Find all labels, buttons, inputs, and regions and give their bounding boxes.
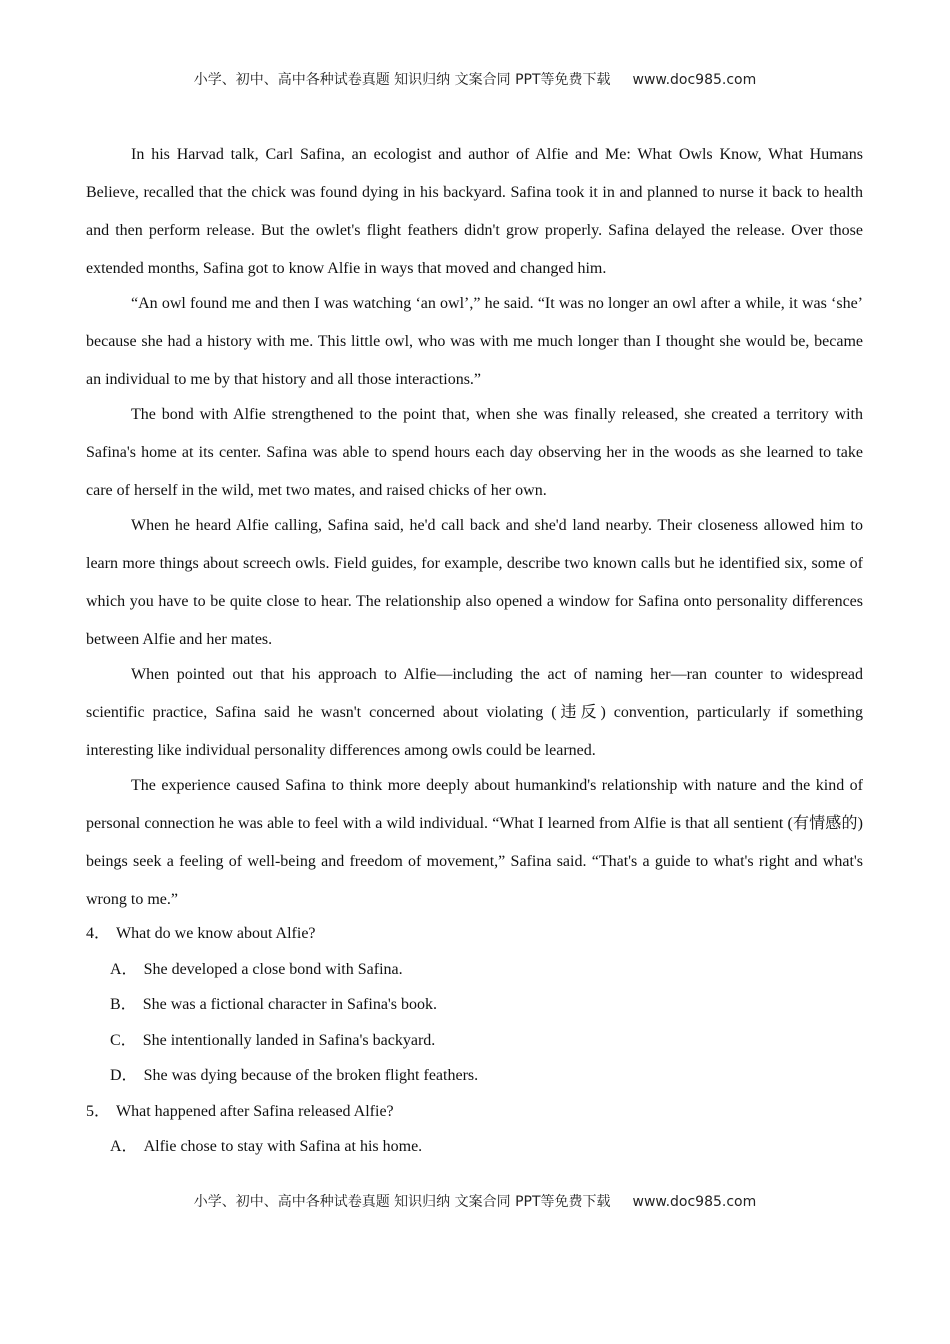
page-header: [0, 69, 950, 89]
question-5-option-a: [86, 1129, 863, 1165]
passage-paragraph-5: When pointed out that his approach to Alfie—including the act of naming her—ran counter to widespread scientific practice, Safina said he wasn't concerned about violating (违反) convention, particularly if something interesting like individual personality differences among owls could be learned.: [86, 666, 863, 759]
footer-site-link[interactable]: www.doc985.com: [632, 1194, 757, 1210]
question-block-4: [86, 916, 863, 1094]
question-number: 5．: [86, 1102, 111, 1120]
question-number: 4．: [86, 925, 111, 942]
option-letter: A．: [110, 1138, 138, 1155]
document-body: [86, 136, 863, 1165]
question-4-option-d: [86, 1058, 863, 1094]
reading-passage: [86, 136, 863, 919]
question-text: What happened after Safina released Alfie?: [116, 1102, 394, 1120]
passage-paragraph-4: When he heard Alfie calling, Safina said, he'd call back and she'd land nearby. Their closeness allowed him to learn more things about screech owls. Field guides, for example, describe two known calls but he identified six, some of which you have to be quite close to hear. The relationship also opened a window for Safina onto personality differences between Alfie and her mates.: [86, 517, 863, 648]
question-block-5: [86, 1094, 863, 1165]
question-4-option-b: [86, 987, 863, 1023]
passage-paragraph-2: “An owl found me and then I was watching ‘an owl’,” he said. “It was no longer an owl after a while, it was ‘she’ because she had a history with me. This little owl, who was with me much longer than I thought she would be, became an individual to me by that history and all those interactions.”: [86, 295, 863, 388]
option-letter: A．: [110, 960, 138, 978]
passage-paragraph-3: The bond with Alfie strengthened to the point that, when she was finally released, she created a territory with Safina's home at its center. Safina was able to spend hours each day observing her in the woods as she learned to take care of herself in the wild, met two mates, and raised chicks of her own.: [86, 406, 863, 499]
question-4: [86, 916, 863, 952]
question-5: [86, 1094, 863, 1130]
page-footer: [0, 1191, 950, 1211]
question-4-option-a: [86, 952, 863, 988]
option-text: She intentionally landed in Safina's backyard.: [142, 1031, 436, 1049]
option-letter: D．: [110, 1067, 138, 1084]
question-4-option-c: [86, 1023, 863, 1059]
option-text: She was a fictional character in Safina's book.: [142, 996, 438, 1013]
header-site-link[interactable]: www.doc985.com: [632, 72, 757, 88]
option-text: She developed a close bond with Safina.: [143, 960, 403, 978]
header-banner-text: 小学、初中、高中各种试卷真题 知识归纳 文案合同 PPT等免费下载: [193, 72, 611, 88]
question-text: What do we know about Alfie?: [116, 925, 316, 942]
option-text: She was dying because of the broken flight feathers.: [143, 1067, 479, 1084]
passage-paragraph-6: The experience caused Safina to think more deeply about humankind's relationship with nature and the kind of personal connection he was able to feel with a wild individual. “What I learned from Alfie is that all sentient (有情感的) beings seek a feeling of well-being and freedom of movement,” Safina said. “That's a guide to what's right and what's wrong to me.”: [86, 777, 863, 908]
option-letter: B．: [110, 996, 137, 1013]
option-letter: C．: [110, 1031, 137, 1049]
footer-banner-text: 小学、初中、高中各种试卷真题 知识归纳 文案合同 PPT等免费下载: [193, 1194, 611, 1210]
option-text: Alfie chose to stay with Safina at his home.: [143, 1138, 423, 1155]
passage-paragraph-1: In his Harvad talk, Carl Safina, an ecologist and author of Alfie and Me: What Owls Know, What Humans Believe, recalled that the chick was found dying in his backyard. Safina took it in and planned to nurse it back to health and then perform release. But the owlet's flight feathers didn't grow properly. Safina delayed the release. Over those extended months, Safina got to know Alfie in ways that moved and changed him.: [86, 146, 863, 277]
